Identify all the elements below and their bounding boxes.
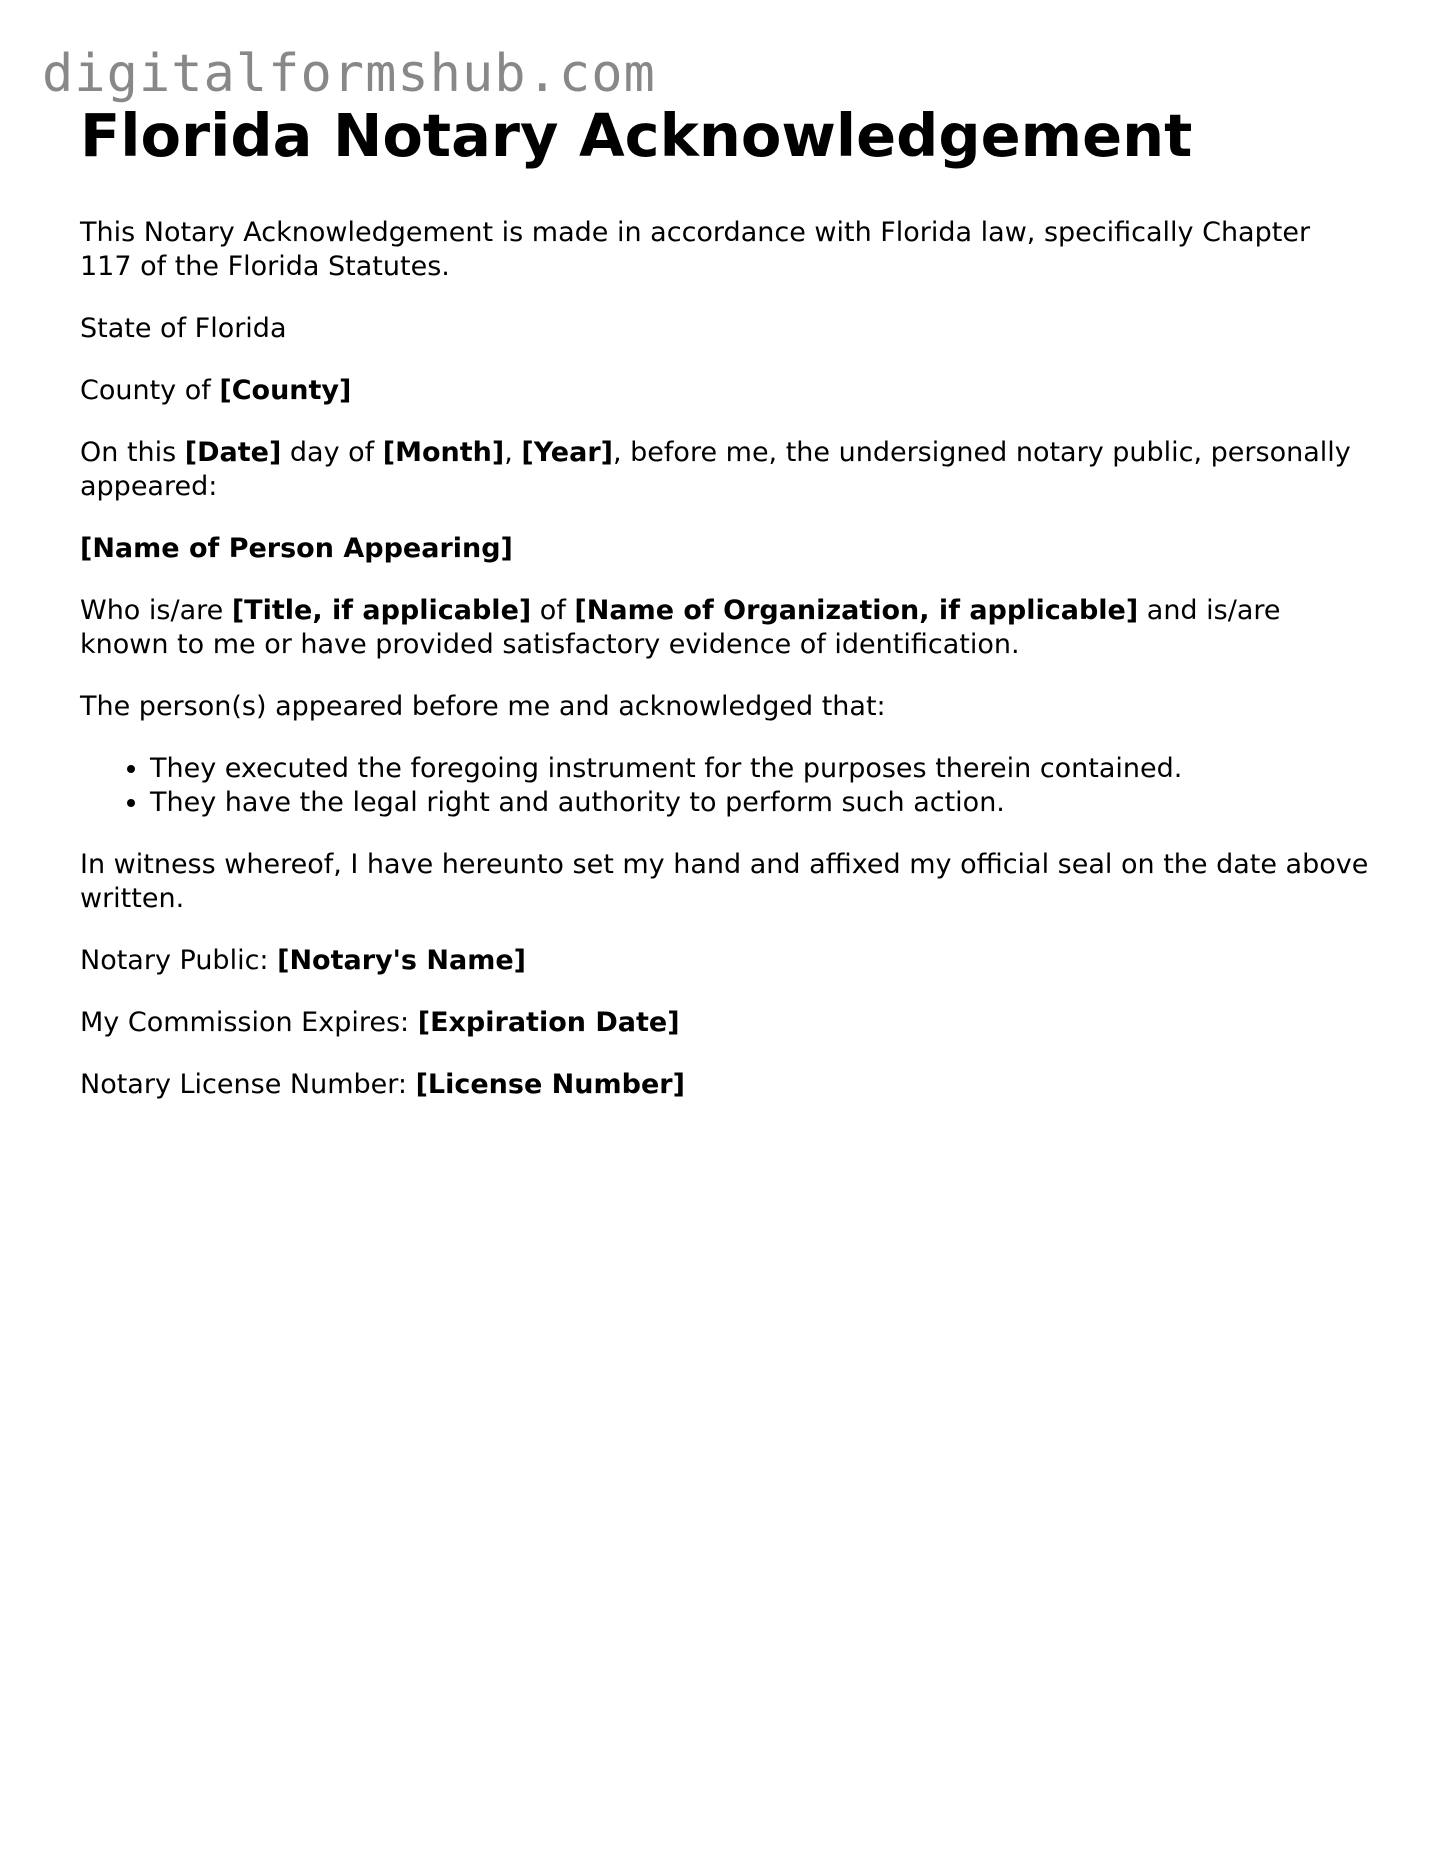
list-item: • They executed the foregoing instrument for the purposes therein contained. (150, 752, 1370, 786)
person-name-line (80, 532, 1370, 566)
license-line (80, 1068, 1370, 1102)
expiration-date-placeholder: [Expiration Date] (417, 1007, 680, 1038)
watermark: digitalformshub.com (42, 44, 656, 104)
intro-paragraph: This Notary Acknowledgement is made in accordance with Florida law, specifically Chapter 117 of the Florida Statutes. (80, 217, 1311, 282)
notary-name-placeholder: [Notary's Name] (277, 945, 526, 976)
person-name-placeholder: [Name of Person Appearing] (80, 533, 513, 564)
acknowledgement-list (80, 752, 1370, 820)
date-placeholder: [Date] (184, 437, 282, 468)
year-placeholder: [Year] (521, 437, 613, 468)
commission-label: My Commission Expires: (80, 1007, 418, 1038)
county-placeholder: [County] (219, 375, 352, 406)
appearance-comma: , (504, 437, 522, 468)
appearance-day-of: day of (281, 437, 383, 468)
notary-public-line (80, 944, 1370, 978)
list-item: • They have the legal right and authority to perform such action. (150, 786, 1370, 820)
who-suffix: and is/are known to me or have provided satisfactory evidence of identification. (80, 595, 1281, 660)
appearance-prefix: On this (80, 437, 185, 468)
who-paragraph (80, 594, 1370, 662)
appearance-paragraph (80, 436, 1370, 504)
commission-line (80, 1006, 1370, 1040)
document (80, 96, 1370, 1130)
county-line (80, 374, 1370, 408)
license-label: Notary License Number: (80, 1069, 416, 1100)
title-placeholder: [Title, if applicable] (231, 595, 532, 626)
acknowledged-intro: The person(s) appeared before me and acknowledged that: (80, 691, 886, 722)
county-label: County of (80, 375, 220, 406)
appearance-suffix: , before me, the undersigned notary public, personally appeared: (80, 437, 1351, 502)
document-title: Florida Notary Acknowledgement (80, 101, 1193, 170)
who-of: of (531, 595, 575, 626)
state-line: State of Florida (80, 313, 287, 344)
who-prefix: Who is/are (80, 595, 232, 626)
notary-public-label: Notary Public: (80, 945, 278, 976)
witness-paragraph: In witness whereof, I have hereunto set my hand and affixed my official seal on the date above written. (80, 849, 1369, 914)
organization-placeholder: [Name of Organization, if applicable] (574, 595, 1139, 626)
license-number-placeholder: [License Number] (415, 1069, 685, 1100)
month-placeholder: [Month] (382, 437, 505, 468)
